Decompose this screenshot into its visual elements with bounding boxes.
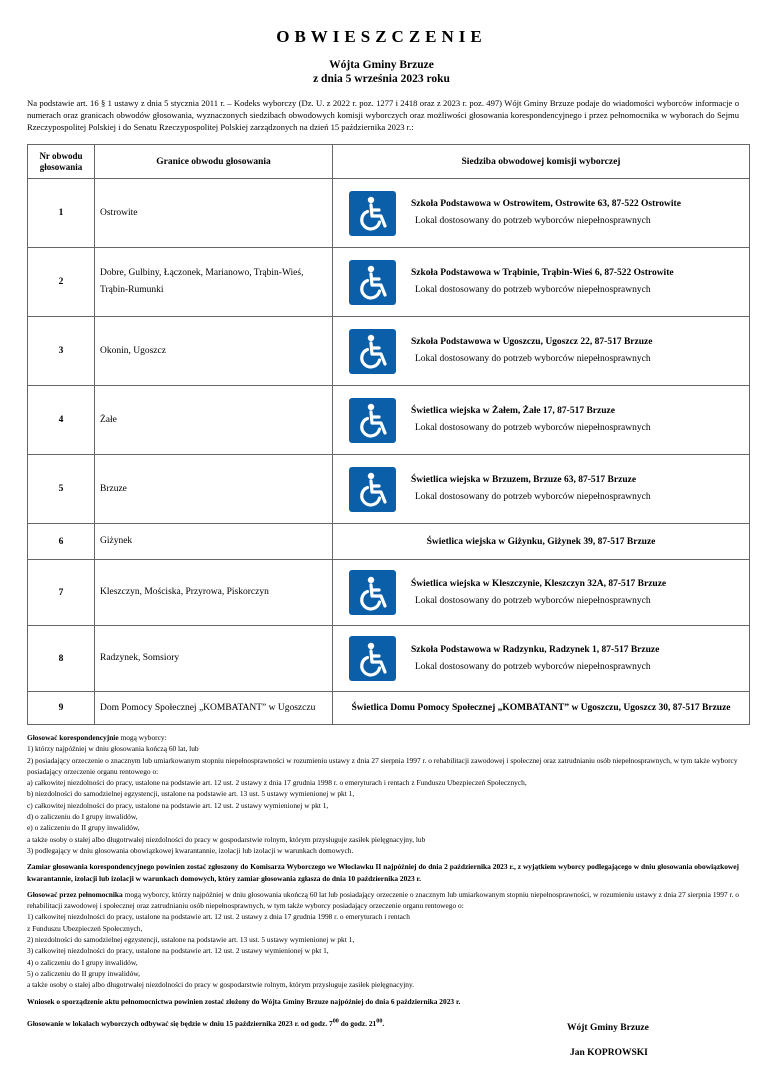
- seat-cell: [333, 626, 750, 692]
- seat-cell: [333, 248, 750, 317]
- wheelchair-icon: [349, 398, 396, 443]
- proxy-deadline: Wniosek o sporządzenie aktu pełnomocnictwa powinien zostać złożony do Wójta Gminy Brzuze najpóźniej do dnia 6 października 2023 r.: [27, 996, 461, 1006]
- seat-cell: [333, 386, 750, 455]
- district-number: 5: [28, 455, 95, 524]
- wheelchair-icon: [349, 467, 396, 512]
- wheelchair-icon: [349, 329, 396, 374]
- issuer-line: Wójta Gminy Brzuze: [329, 59, 434, 71]
- district-boundaries: Żałe: [95, 386, 333, 455]
- district-boundaries: Dobre, Gulbiny, Łączonek, Marianowo, Trąbin-Wieś, Trąbin-Rumunki: [95, 248, 333, 317]
- voting-hours: Głosowanie w lokalach wyborczych odbywać się będzie w dniu 15 października 2023 r. od godz. $7^{00}$ do godz. $21^{00}$.: [27, 1018, 385, 1029]
- proxy-list: [27, 911, 739, 990]
- table-row: [28, 386, 750, 455]
- correspondence-deadline: Zamiar głosowania korespondencyjnego powinien zostać zgłoszony do Komisarza Wyborczego we Włocławku II najpóźniej do dnia 2 października 2023 r., z wyjątkiem wyborcy podlegającego w dniu głosowania obowiązkowej kwarantannie, izolacji lub izolacji w warunkach domowych, który zamiar głosowania zgłasza do dnia 10 października 2023 r.: [27, 862, 739, 883]
- seat-cell: [333, 179, 750, 248]
- table-row: [28, 524, 750, 560]
- district-number: 6: [28, 524, 95, 560]
- column-header-number: Nr obwodu głosowania: [28, 145, 95, 179]
- seat-name: Szkoła Podstawowa w Radzynku, Radzynek 1, 87-517 Brzuze: [411, 644, 660, 655]
- proxy-heading: Głosować przez pełnomocnika mogą wyborcy, którzy najpóźniej w dniu głosowania ukończą 60 lat lub posiadający orzeczenie o znacznym lub umiarkowanym stopniu niepełnosprawności, w rozumieniu ustawy z dnia 27 sierpnia 1997 r. o rehabilitacji zawodowej i społecznej oraz zatrudnianiu osób niepełnosprawnych, w tym także wyborcy posiadający orzeczenie organu rentowego o:: [27, 889, 739, 911]
- district-boundaries: Giżynek: [95, 524, 333, 560]
- district-number: 2: [28, 248, 95, 317]
- district-number: 4: [28, 386, 95, 455]
- seat-name: Szkoła Podstawowa w Ugoszczu, Ugoszcz 22, 87-517 Brzuze: [411, 337, 653, 347]
- list-item: 5) o zaliczeniu do II grupy inwalidów,: [27, 968, 141, 978]
- list-item: z Funduszu Ubezpieczeń Społecznych,: [27, 923, 143, 933]
- correspondence-heading: Głosować korespondencyjnie mogą wyborcy:: [27, 733, 167, 742]
- districts-table: [27, 144, 750, 725]
- signature-title: Wójt Gminy Brzuze: [567, 1023, 649, 1033]
- table-row: [28, 248, 750, 317]
- correspondence-list: [27, 743, 739, 856]
- district-number: 7: [28, 560, 95, 626]
- accessibility-note: Lokal dostosowany do potrzeb wyborców niepełnosprawnych: [415, 492, 651, 502]
- table-row: [28, 560, 750, 626]
- accessibility-note: Lokal dostosowany do potrzeb wyborców niepełnosprawnych: [415, 354, 651, 364]
- seat-cell: [333, 560, 750, 626]
- district-boundaries: Brzuze: [95, 455, 333, 524]
- list-item: d) o zaliczeniu do I grupy inwalidów,: [27, 812, 138, 822]
- list-item: 1) którzy najpóźniej w dniu głosowania kończą 60 lat, lub: [27, 744, 199, 754]
- district-number: 8: [28, 626, 95, 692]
- accessibility-note: Lokal dostosowany do potrzeb wyborców niepełnosprawnych: [415, 285, 651, 295]
- list-item: 2) posiadający orzeczenie o znacznym lub umiarkowanym stopniu niepełnosprawności w rozumieniu ustawy z dnia 27 sierpnia 1997 r. o rehabilitacji zawodowej i społecznej oraz zatrudnianiu osób niepełnosprawnych, w tym także wyborcy posiadający orzeczenie organu rentowego o:: [27, 755, 738, 776]
- district-boundaries: Dom Pomocy Społecznej „KOMBATANT” w Ugoszczu: [95, 692, 333, 725]
- table-row: [28, 317, 750, 386]
- district-boundaries: Okonin, Ugoszcz: [95, 317, 333, 386]
- list-item: 4) o zaliczeniu do I grupy inwalidów,: [27, 957, 138, 967]
- intro-paragraph: Na podstawie art. 16 § 1 ustawy z dnia 5 stycznia 2011 r. – Kodeks wyborczy (Dz. U. z 2022 r. poz. 1277 i 2418 oraz z 2023 r. poz. 497) Wójt Gminy Brzuze podaje do wiadomości wyborców informacje o numerach oraz granicach obwodów głosowania, wyznaczonych siedzibach obwodowych komisji wyborczych oraz możliwości głosowania korespondencyjnego i przez pełnomocnika w wyborach do Sejmu Rzeczypospolitej Polskiej i do Senatu Rzeczypospolitej Polskiej zarządzonych na dzień 15 października 2023 r.:: [27, 98, 739, 132]
- seat-name: Świetlica wiejska w Kleszczynie, Kleszczyn 32A, 87-517 Brzuze: [411, 578, 667, 589]
- seat-cell: [333, 455, 750, 524]
- district-boundaries: Radzynek, Somsiory: [95, 626, 333, 692]
- seat-name: Szkoła Podstawowa w Ostrowitem, Ostrowite 63, 87-522 Ostrowite: [411, 199, 681, 209]
- list-item: a także osoby o stałej albo długotrwałej niezdolności do pracy w gospodarstwie rolnym, którym przysługuje zasiłek pielęgnacyjny.: [27, 980, 415, 990]
- list-item: a) całkowitej niezdolności do pracy, ustalone na podstawie art. 12 ust. 2 ustawy z dnia 17 grudnia 1998 r. o emeryturach i rentach z Funduszu Ubezpieczeń Społecznych,: [27, 778, 527, 788]
- date-line: z dnia 5 września 2023 roku: [313, 73, 450, 85]
- document-title: OBWIESZCZENIE: [276, 27, 487, 46]
- list-item: 3) całkowitej niezdolności do pracy, ustalone na podstawie art. 12 ust. 2 ustawy wymienionej w pkt 1,: [27, 946, 329, 956]
- seat-cell: Świetlica Domu Pomocy Społecznej „KOMBATANT” w Ugoszczu, Ugoszcz 30, 87-517 Brzuze: [333, 692, 750, 725]
- accessibility-note: Lokal dostosowany do potrzeb wyborców niepełnosprawnych: [415, 423, 651, 433]
- wheelchair-icon: [349, 636, 396, 681]
- table-row: [28, 692, 750, 725]
- district-boundaries: Kleszczyn, Mościska, Przyrowa, Piskorczyn: [95, 560, 333, 626]
- seat-name: Świetlica wiejska w Żałem, Żałe 17, 87-517 Brzuze: [411, 406, 615, 416]
- district-number: 3: [28, 317, 95, 386]
- signature-name: Jan KOPROWSKI: [570, 1048, 648, 1058]
- list-item: b) niezdolności do samodzielnej egzystencji, ustalone na podstawie art. 13 ust. 5 ustawy wymienionej w pkt 1,: [27, 789, 355, 799]
- list-item: 2) niezdolności do samodzielnej egzystencji, ustalone na podstawie art. 13 ust. 5 ustawy wymienionej w pkt 1,: [27, 935, 355, 945]
- table-row: [28, 179, 750, 248]
- list-item: 1) całkowitej niezdolności do pracy, ustalone na podstawie art. 12 ust. 2 ustawy z dnia 17 grudnia 1998 r. o emeryturach i rentach: [27, 912, 410, 922]
- seat-name: Świetlica wiejska w Brzuzem, Brzuze 63, 87-517 Brzuze: [411, 475, 637, 485]
- wheelchair-icon: [349, 191, 396, 236]
- column-header-seat: Siedziba obwodowej komisji wyborczej: [333, 145, 750, 179]
- column-header-boundaries: Granice obwodu głosowania: [95, 145, 333, 179]
- table-header-row: [28, 145, 750, 179]
- seat-cell: [333, 317, 750, 386]
- seat-cell: Świetlica wiejska w Giżynku, Giżynek 39, 87-517 Brzuze: [333, 524, 750, 560]
- notes-section: [27, 732, 739, 1030]
- list-item: e) o zaliczeniu do II grupy inwalidów,: [27, 823, 140, 833]
- table-row: [28, 455, 750, 524]
- list-item: a także osoby o stałej albo długotrwałej niezdolności do pracy w gospodarstwie rolnym, którym przysługuje zasiłek pielęgnacyjny, lub: [27, 834, 426, 844]
- list-item: c) całkowitej niezdolności do pracy, ustalone na podstawie art. 12 ust. 2 ustawy wymienionej w pkt 1,: [27, 800, 329, 810]
- accessibility-note: Lokal dostosowany do potrzeb wyborców niepełnosprawnych: [415, 216, 651, 226]
- wheelchair-icon: [349, 570, 396, 615]
- district-number: 9: [28, 692, 95, 725]
- accessibility-note: Lokal dostosowany do potrzeb wyborców niepełnosprawnych: [415, 595, 651, 606]
- seat-name: Szkoła Podstawowa w Trąbinie, Trąbin-Wieś 6, 87-522 Ostrowite: [411, 268, 674, 278]
- list-item: 3) podlegający w dniu głosowania obowiązkowej kwarantannie, izolacji lub izolacji w warunkach domowych.: [27, 845, 354, 855]
- table-row: [28, 626, 750, 692]
- district-number: 1: [28, 179, 95, 248]
- wheelchair-icon: [349, 260, 396, 305]
- accessibility-note: Lokal dostosowany do potrzeb wyborców niepełnosprawnych: [415, 661, 651, 672]
- district-boundaries: Ostrowite: [95, 179, 333, 248]
